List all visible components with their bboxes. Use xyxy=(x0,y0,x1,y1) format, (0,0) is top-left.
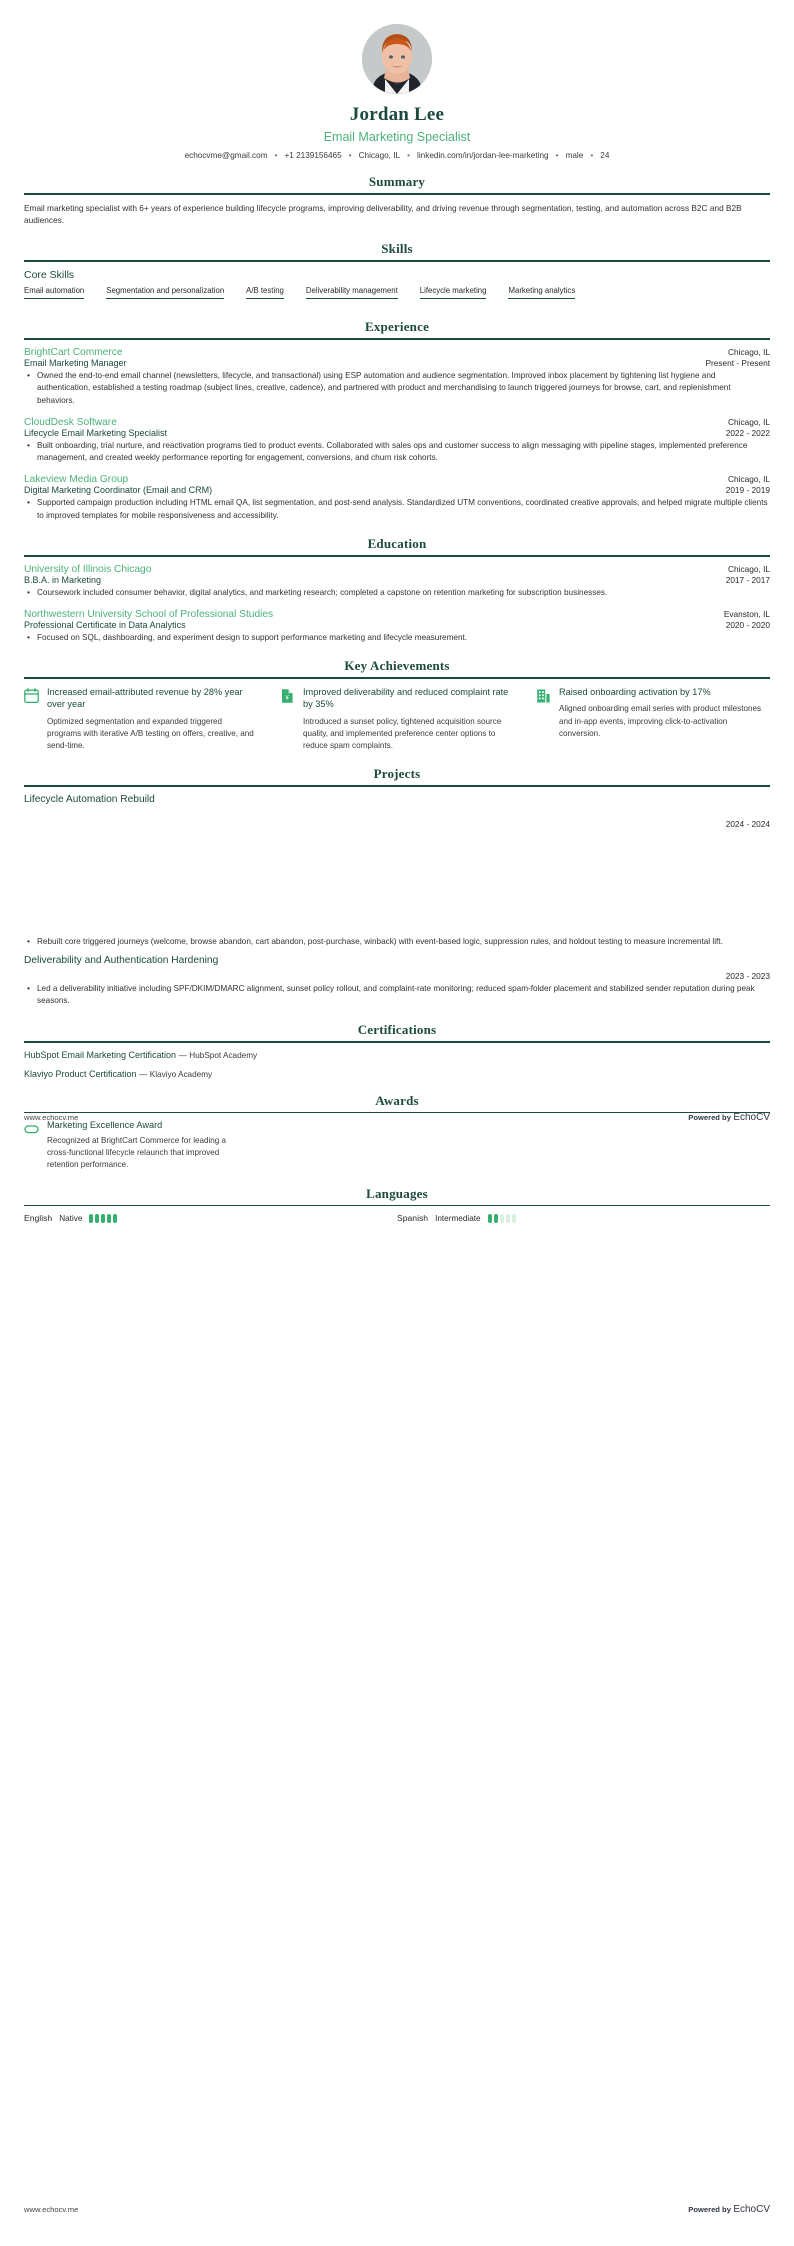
proficiency-dot xyxy=(113,1214,117,1223)
proficiency-dot xyxy=(494,1214,498,1223)
section-title-awards: Awards xyxy=(375,1092,419,1108)
section-rule xyxy=(24,1041,770,1043)
proficiency-dot xyxy=(107,1214,111,1223)
language-item xyxy=(397,1213,770,1223)
education-degree: B.B.A. in Marketing xyxy=(24,575,102,586)
section-title-education: Education xyxy=(367,536,427,552)
section-awards xyxy=(24,1093,770,1172)
achievement-description: Introduced a sunset policy, tightened acquisition source quality, and implemented preference center options to reduce spam complaints. xyxy=(303,716,502,751)
footer-powered-by-label: Powered by xyxy=(688,1113,731,1122)
certification-issuer: HubSpot Academy xyxy=(189,1050,258,1060)
experience-location: Chicago, IL xyxy=(728,346,770,357)
experience-role: Digital Marketing Coordinator (Email and CRM) xyxy=(24,485,213,496)
badge-icon xyxy=(24,1122,39,1136)
certification-separator: — xyxy=(178,1050,187,1060)
certification-separator: — xyxy=(139,1069,148,1079)
education-dates: 2017 - 2017 xyxy=(725,575,770,586)
section-skills xyxy=(24,241,770,305)
section-key-achievements xyxy=(24,658,770,752)
proficiency-dot xyxy=(500,1214,504,1223)
building-chart-icon xyxy=(536,688,551,704)
bullet-item: • Coursework included consumer behavior, digital analytics, and marketing research; completed a capstone on retention marketing for subscription businesses. xyxy=(35,587,770,600)
avatar xyxy=(362,24,432,94)
experience-org: BrightCart Commerce xyxy=(24,346,123,358)
experience-entry xyxy=(24,347,770,408)
achievement-title: Raised onboarding activation by 17% xyxy=(559,687,711,698)
experience-bullets xyxy=(24,497,770,522)
experience-location: Chicago, IL xyxy=(728,474,770,485)
achievement-description: Aligned onboarding email series with product milestones and in-app events, improving click-to-activation conversion. xyxy=(559,704,762,738)
contact-age: 24 xyxy=(600,151,610,160)
document-currency-icon xyxy=(280,688,295,704)
contact-separator: • xyxy=(407,150,411,161)
experience-bullets xyxy=(24,370,770,408)
section-rule xyxy=(24,555,770,557)
skill-item: Segmentation and personalization xyxy=(106,286,224,299)
skill-item: Deliverability management xyxy=(306,286,398,299)
section-title-experience: Experience xyxy=(364,318,430,334)
avatar-wrap xyxy=(24,24,770,94)
achievement-body xyxy=(47,686,258,752)
achievement-item xyxy=(24,686,258,752)
proficiency-dot xyxy=(89,1214,93,1223)
bullet-item: • Focused on SQL, dashboarding, and experiment design to support performance marketing and lifecycle measurement. xyxy=(35,632,770,645)
page-break-gap xyxy=(24,838,770,934)
section-projects-continued xyxy=(24,936,770,1008)
proficiency-dot xyxy=(506,1214,510,1223)
project-bullets xyxy=(24,983,770,1008)
language-proficiency-dots xyxy=(488,1214,516,1223)
bullet-item: • Supported campaign production including HTML email QA, list segmentation, and post-send analysis. Standardized UTM conventions, coordinated creative approvals, and helped migrate multiple clients to improved templates for mobile responsiveness and accessibility. xyxy=(35,497,770,522)
project-dates: 2023 - 2023 xyxy=(725,970,770,981)
education-school: University of Illinois Chicago xyxy=(24,564,152,576)
bullet-item: • Built onboarding, trial nurture, and reactivation programs tied to product events. Collaborated with sales ops and customer success to align messaging with pipeline stages, implemented preference management, and created weekly performance reporting for engagement, conversions, and churn risk cohorts. xyxy=(35,440,770,465)
experience-bullets xyxy=(24,440,770,465)
skills-list xyxy=(24,286,770,305)
achievement-title: Improved deliverability and reduced complaint rate by 35% xyxy=(303,687,509,710)
skills-group-title: Core Skills xyxy=(24,268,75,281)
project-entry xyxy=(24,794,770,829)
section-title-skills: Skills xyxy=(381,241,413,257)
footer-brand xyxy=(688,2204,770,2215)
footer-brand-name: EchoCV xyxy=(733,2204,770,2215)
skill-item: Marketing analytics xyxy=(508,286,575,299)
experience-role: Email Marketing Manager xyxy=(24,357,127,368)
section-rule xyxy=(24,677,770,679)
education-school: Northwestern University School of Professional Studies xyxy=(24,608,274,620)
section-rule xyxy=(24,260,770,262)
language-proficiency-dots xyxy=(89,1214,117,1223)
education-bullets xyxy=(24,632,770,645)
experience-entry xyxy=(24,474,770,522)
entry-subheader-row xyxy=(24,620,770,630)
achievement-item xyxy=(536,686,770,740)
certification-issuer: Klaviyo Academy xyxy=(149,1069,213,1079)
entry-header-row xyxy=(24,609,770,620)
contact-location: Chicago, IL xyxy=(358,151,401,160)
achievement-body xyxy=(559,686,770,740)
skill-item: A/B testing xyxy=(246,286,284,299)
contact-phone[interactable]: +1 2139156465 xyxy=(284,151,342,160)
achievement-item xyxy=(280,686,514,752)
certification-item xyxy=(24,1069,770,1079)
section-experience xyxy=(24,319,770,523)
certification-name: HubSpot Email Marketing Certification xyxy=(24,1049,177,1060)
project-name: Deliverability and Authentication Hardening xyxy=(24,954,219,966)
proficiency-dot xyxy=(101,1214,105,1223)
proficiency-dot xyxy=(488,1214,492,1223)
language-level: Native xyxy=(59,1213,83,1223)
section-title-summary: Summary xyxy=(368,174,426,189)
experience-org: Lakeview Media Group xyxy=(24,474,129,486)
entry-header-row xyxy=(24,474,770,485)
contact-separator: • xyxy=(555,150,559,161)
language-name: Spanish xyxy=(397,1213,429,1224)
experience-dates: 2019 - 2019 xyxy=(725,485,770,496)
section-rule xyxy=(24,338,770,340)
footer-url[interactable]: www.echocv.me xyxy=(24,1113,79,1122)
page-title: Jordan Lee xyxy=(349,104,445,125)
experience-role: Lifecycle Email Marketing Specialist xyxy=(24,427,168,438)
skill-item: Lifecycle marketing xyxy=(420,286,487,299)
contact-separator: • xyxy=(348,150,352,161)
entry-subheader-row xyxy=(24,485,770,495)
project-dates: 2024 - 2024 xyxy=(725,818,770,829)
achievements-grid xyxy=(24,686,770,752)
section-title-certifications: Certifications xyxy=(357,1021,437,1037)
proficiency-dot xyxy=(512,1214,516,1223)
footer-url[interactable]: www.echocv.me xyxy=(24,2205,79,2214)
achievement-title: Increased email-attributed revenue by 28% year over year xyxy=(47,687,243,710)
languages-list xyxy=(24,1213,770,1223)
language-name: English xyxy=(24,1213,53,1224)
contact-linkedin[interactable]: linkedin.com/in/jordan-lee-marketing xyxy=(417,151,549,160)
achievement-body xyxy=(303,686,514,752)
section-rule xyxy=(24,785,770,787)
page-footer xyxy=(24,1112,770,1123)
calendar-icon xyxy=(24,688,39,704)
entry-subheader-row xyxy=(24,428,770,438)
summary-text: Email marketing specialist with 6+ years of experience building lifecycle programs, improving deliverability, and driving revenue through segmentation, testing, and automation across B2C and B2B audiences. xyxy=(24,202,742,226)
education-bullets xyxy=(24,587,770,600)
experience-entry xyxy=(24,417,770,465)
bullet-item: • Led a deliverability initiative including SPF/DKIM/DMARC alignment, sunset policy rollout, and complaint-rate monitoring; reduced spam-folder placement and stabilized sender reputation during peak seasons. xyxy=(35,983,770,1008)
language-item xyxy=(24,1213,397,1223)
education-degree: Professional Certificate in Data Analytics xyxy=(24,619,186,630)
certification-name: Klaviyo Product Certification xyxy=(24,1068,137,1079)
resume-header xyxy=(24,0,770,160)
entry-subheader-row xyxy=(24,575,770,585)
section-rule xyxy=(24,1205,770,1207)
contact-separator: • xyxy=(274,150,278,161)
experience-dates: Present - Present xyxy=(705,357,770,368)
section-projects xyxy=(24,766,770,829)
contact-line xyxy=(24,151,770,160)
section-summary xyxy=(24,174,770,227)
language-level: Intermediate xyxy=(435,1213,481,1223)
experience-org: CloudDesk Software xyxy=(24,416,117,428)
achievement-description: Optimized segmentation and expanded triggered programs with iterative A/B testing on offers, creative, and send-time. xyxy=(47,716,254,751)
contact-email[interactable]: echocvme@gmail.com xyxy=(184,151,268,160)
contact-gender: male xyxy=(565,151,584,160)
entry-header-row xyxy=(24,347,770,358)
contact-separator: • xyxy=(590,150,594,161)
project-entry xyxy=(24,955,770,1008)
award-description: Recognized at BrightCart Commerce for leading a cross-functional lifecycle relaunch that improved retention performance. xyxy=(47,1136,227,1170)
bullet-item: • Rebuilt core triggered journeys (welcome, browse abandon, cart abandon, post-purchase, winback) with event-based logic, suppression rules, and holdout testing to measure incremental lift. xyxy=(35,936,770,949)
section-title-projects: Projects xyxy=(373,766,421,782)
experience-dates: 2022 - 2022 xyxy=(725,427,770,438)
section-title-key-achievements: Key Achievements xyxy=(344,658,450,674)
certification-item xyxy=(24,1050,770,1060)
entry-subheader-row xyxy=(24,358,770,368)
footer-brand-name: EchoCV xyxy=(733,1112,770,1123)
job-title: Email Marketing Specialist xyxy=(323,130,471,144)
proficiency-dot xyxy=(95,1214,99,1223)
experience-location: Chicago, IL xyxy=(728,416,770,427)
footer-powered-by-label: Powered by xyxy=(688,2205,731,2214)
section-rule xyxy=(24,193,770,195)
svg-text:¥: ¥ xyxy=(285,695,289,702)
page-footer xyxy=(24,2204,770,2215)
education-location: Evanston, IL xyxy=(723,608,770,619)
footer-brand xyxy=(688,1112,770,1123)
entry-header-row xyxy=(24,417,770,428)
education-dates: 2020 - 2020 xyxy=(725,619,770,630)
education-location: Chicago, IL xyxy=(728,564,770,575)
entry-header-row xyxy=(24,564,770,575)
award-title: Marketing Excellence Award xyxy=(47,1120,163,1131)
award-item xyxy=(24,1120,770,1171)
section-languages xyxy=(24,1186,770,1224)
section-title-languages: Languages xyxy=(366,1185,428,1201)
section-education xyxy=(24,536,770,644)
skill-item: Email automation xyxy=(24,286,84,299)
education-entry xyxy=(24,564,770,600)
section-certifications xyxy=(24,1022,770,1079)
award-body xyxy=(47,1120,237,1171)
project-name: Lifecycle Automation Rebuild xyxy=(24,793,155,805)
education-entry xyxy=(24,609,770,645)
bullet-item: • Owned the end-to-end email channel (newsletters, lifecycle, and transactional) using ESP automation and audience segmentation. Improved inbox placement by tightening list hygiene and authentication, established a testing roadmap (subject lines, creative, cadence), and partnered with product and merchandising to launch triggered journeys for browse, cart, and replenishment behaviors. xyxy=(35,370,770,408)
project-bullets xyxy=(24,936,770,949)
